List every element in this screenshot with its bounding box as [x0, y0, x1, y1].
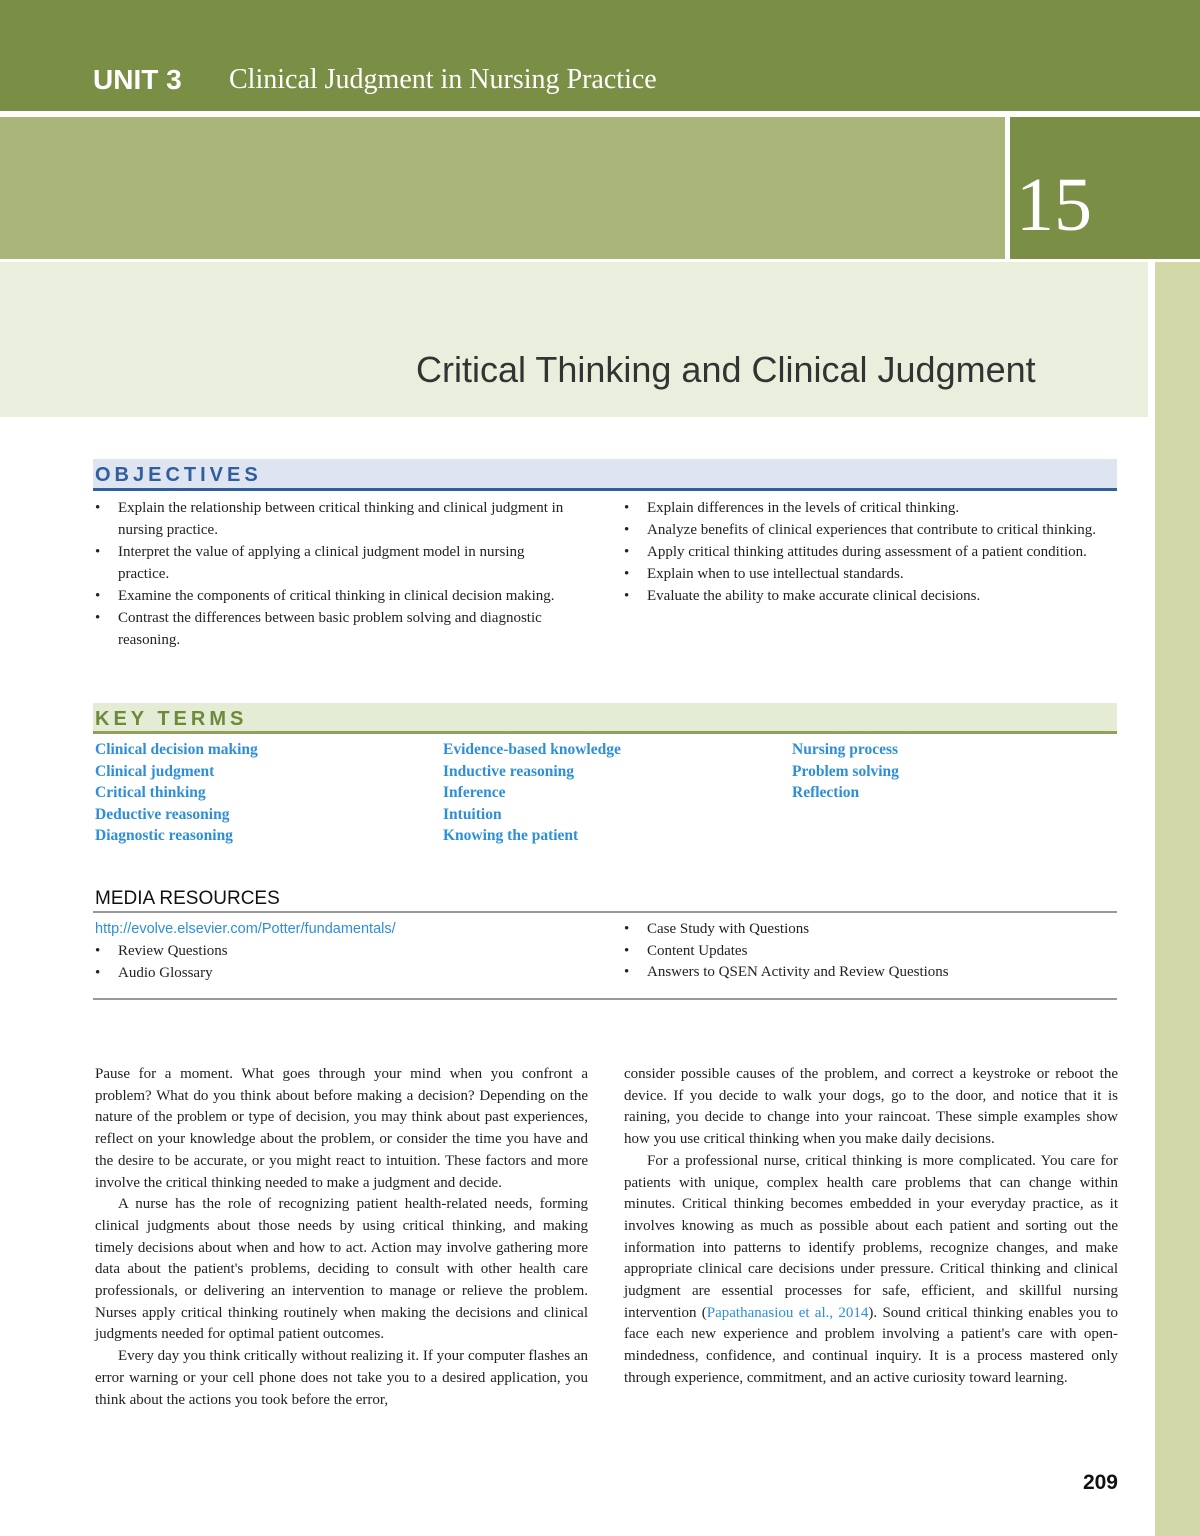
chapter-number: 15 [1016, 163, 1092, 247]
citation-link[interactable]: Papathanasiou et al., 2014 [706, 1304, 869, 1321]
unit-title: Clinical Judgment in Nursing Practice [229, 64, 657, 95]
chapter-band [0, 117, 1005, 259]
key-term-link[interactable]: Deductive reasoning [95, 805, 230, 823]
body-paragraph: Every day you think critically without realizing it. If your computer flashes an error warning or your cell phone does not take you to a desired application, you think about the actions you took before the error, [95, 1348, 588, 1408]
page-number: 209 [1082, 1471, 1118, 1494]
key-terms-column-1 [95, 739, 425, 847]
media-item: • Review Questions [95, 941, 565, 963]
objectives-list-left [95, 497, 565, 651]
objectives-heading: OBJECTIVES [95, 464, 262, 486]
objective-item: • Explain when to use intellectual standards. [624, 563, 1114, 585]
key-term-link[interactable]: Critical thinking [95, 784, 206, 801]
unit-label: UNIT 3 [93, 64, 182, 95]
objective-item: • Explain differences in the levels of critical thinking. [624, 497, 1114, 519]
banner-divider [0, 111, 1200, 116]
objective-item: • Evaluate the ability to make accurate clinical decisions. [624, 585, 1114, 607]
media-item: • Audio Glossary [95, 963, 565, 985]
key-term-link[interactable]: Knowing the patient [443, 827, 579, 844]
media-bottom-rule [93, 998, 1117, 1000]
media-list-left [95, 941, 565, 984]
objectives-list-right [624, 497, 1114, 607]
body-column-left [95, 1064, 588, 1411]
objective-item: • Explain the relationship between critical thinking and clinical judgment in nursing practice. [95, 497, 565, 541]
body-column-right [624, 1064, 1118, 1390]
key-terms-heading: KEY TERMS [95, 708, 248, 730]
key-term-link[interactable]: Inductive reasoning [443, 762, 575, 780]
objective-item: • Contrast the differences between basic problem solving and diagnostic reasoning. [95, 607, 565, 651]
media-item: • Content Updates [624, 941, 1114, 963]
objective-item: • Analyze benefits of clinical experiences that contribute to critical thinking. [624, 519, 1114, 541]
key-terms-column-2 [443, 739, 773, 847]
objective-item: • Interpret the value of applying a clinical judgment model in nursing practice. [95, 541, 565, 585]
body-paragraph: consider possible causes of the problem, and correct a keystroke or reboot the device. If you decide to walk your dogs, go to the door, and notice that it is raining, you decide to change into your raincoat. These simple examples show how you use critical thinking when you make daily decisions. [624, 1066, 1118, 1148]
evolve-link[interactable]: http://evolve.elsevier.com/Potter/fundamentals/ [95, 921, 396, 937]
key-terms-column-3 [792, 739, 1112, 804]
key-term-link[interactable]: Evidence-based knowledge [443, 741, 621, 758]
key-term-link[interactable]: Inference [443, 784, 506, 801]
key-term-link[interactable]: Reflection [792, 784, 860, 801]
body-paragraph: Pause for a moment. What goes through your mind when you confront a problem? What do you think about before making a decision? Depending on the nature of the problem or type of decision, you may think about past experiences, reflect on your knowledge about the problem, or consider the time you have and the desire to be accurate, or you might react to intuition. These factors and more involve the critical thinking needed to make a judgment and decide. [95, 1066, 588, 1191]
key-term-link[interactable]: Nursing process [792, 741, 899, 758]
media-top-rule [93, 911, 1117, 913]
media-item: • Answers to QSEN Activity and Review Questions [624, 962, 1114, 984]
body-paragraph [624, 1151, 1118, 1390]
media-list-right [624, 919, 1114, 984]
media-item: • Case Study with Questions [624, 919, 1114, 941]
chapter-title: Critical Thinking and Clinical Judgment [416, 349, 1036, 390]
key-term-link[interactable]: Clinical decision making [95, 741, 258, 758]
key-term-link[interactable]: Problem solving [792, 762, 899, 780]
objective-item: • Examine the components of critical thinking in clinical decision making. [95, 585, 565, 607]
margin-strip [1155, 262, 1200, 1536]
objective-item: • Apply critical thinking attitudes during assessment of a patient condition. [624, 541, 1114, 563]
key-term-link[interactable]: Intuition [443, 805, 502, 823]
media-resources-heading: MEDIA RESOURCES [95, 888, 280, 909]
body-text: ). Sound critical thinking enables you to face each new experience and problem involving a patient's care with open-mindedness, confidence, and continual inquiry. It is a process mastered only through experience, commitment, and an active curiosity toward learning. [624, 1304, 1119, 1386]
key-term-link[interactable]: Diagnostic reasoning [95, 827, 233, 844]
key-term-link[interactable]: Clinical judgment [95, 762, 215, 780]
body-text: For a professional nurse, critical thinking is more complicated. You care for patients with unique, complex health care problems that can change within minutes. Critical thinking becomes embedded in your everyday practice, as it involves knowing as much as possible about each patient and sorting out the information into patterns to identify problems, recognize changes, and make appropriate clinical care decisions under pressure. Critical thinking and clinical judgment are essential processes for safe, efficient, and skillful nursing intervention ( [624, 1152, 1118, 1321]
body-paragraph: A nurse has the role of recognizing patient health-related needs, forming clinical judgments about those needs by using critical thinking, and making timely decisions about when and how to act. Action may involve gathering more data about the patient's problems, deciding to consult with other health care professionals, or delivering an intervention to manage or relieve the problem. Nurses apply critical thinking routinely when making the decisions and clinical judgments needed for optimal patient outcomes. [95, 1196, 588, 1343]
